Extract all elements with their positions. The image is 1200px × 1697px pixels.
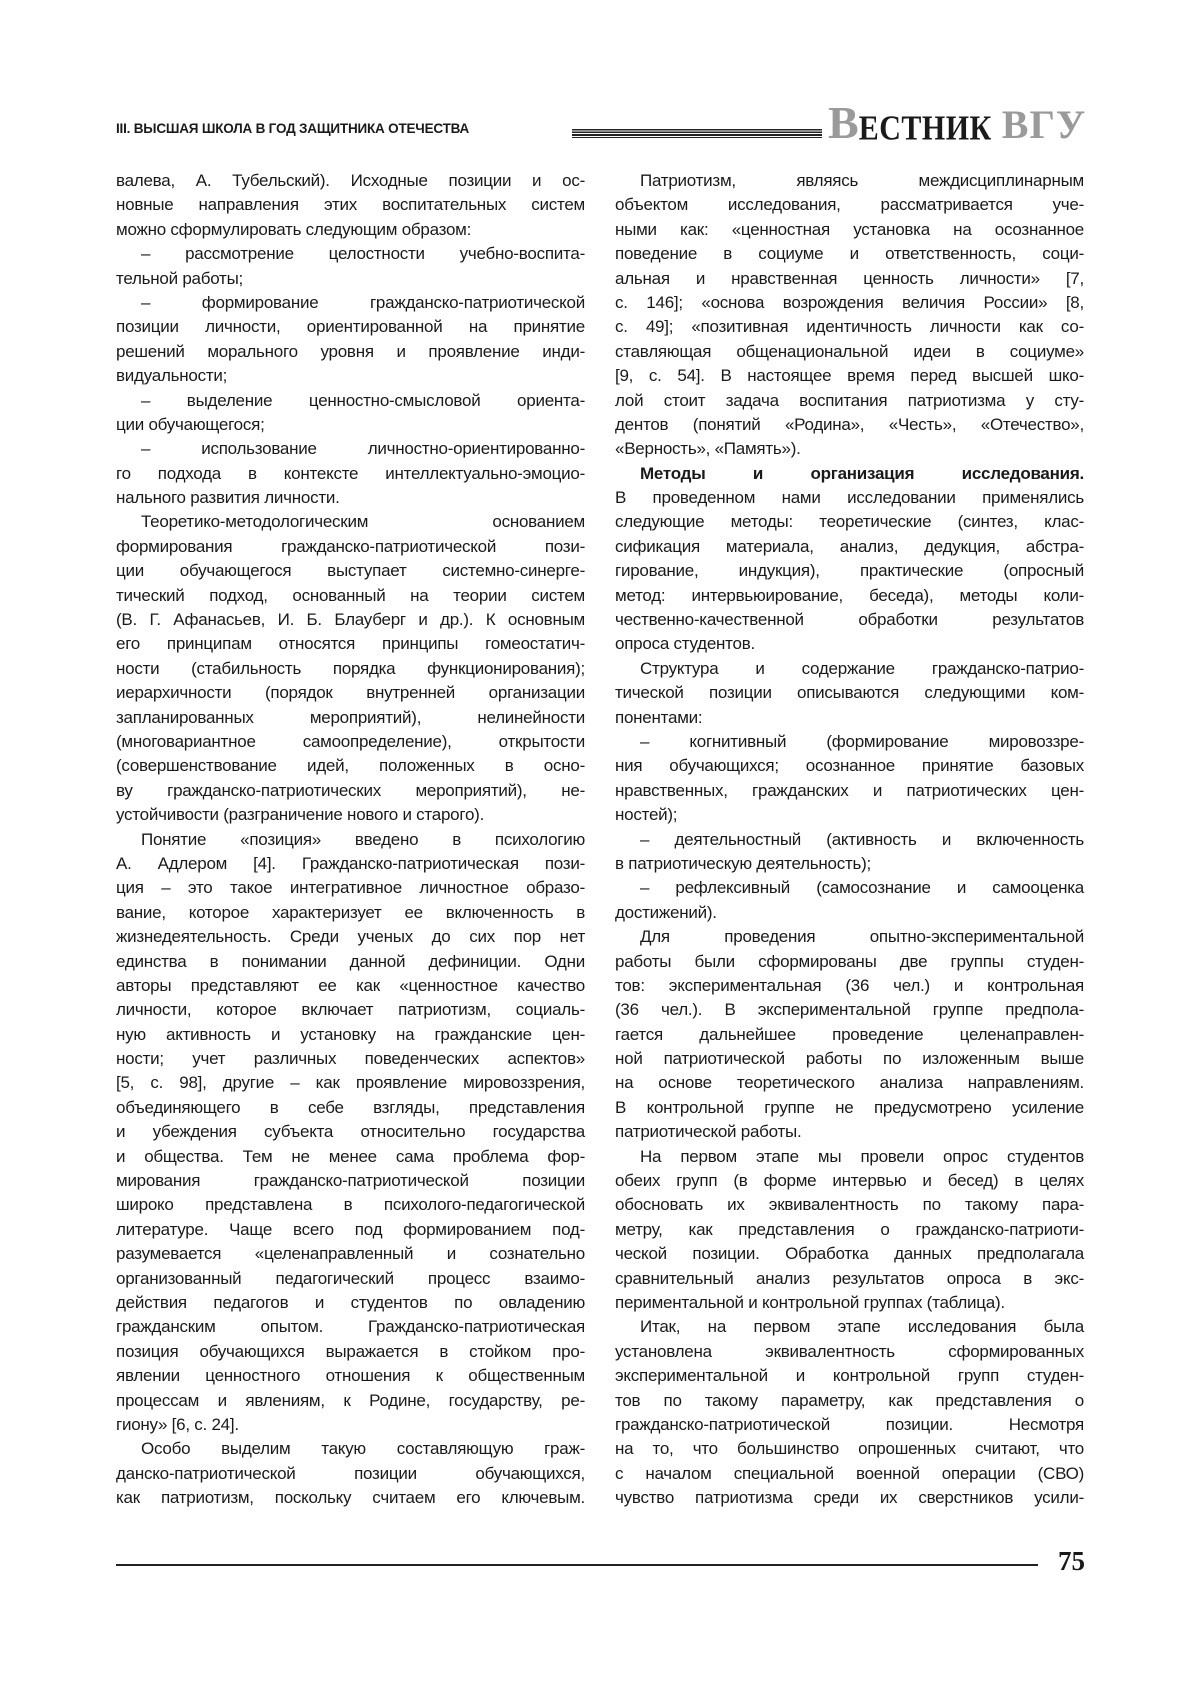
text-line: ную активность и установку на гражданские цен-	[116, 1024, 585, 1044]
text-line: литературе. Чаще всего под формированием под-	[116, 1219, 585, 1239]
text-line: объединяющего в себе взгляды, представления	[116, 1097, 585, 1117]
text-line: ности (стабильность порядка функционирования);	[116, 658, 585, 678]
text-line: Итак, на первом этапе исследования была	[640, 1317, 1084, 1337]
text-line: патриотической работы.	[615, 1122, 802, 1142]
text-line: – выделение ценностно-смысловой ориента-	[141, 390, 585, 410]
text-line: тов по такому параметру, как представления о	[615, 1390, 1084, 1410]
paragraph	[615, 657, 1084, 730]
text-line: жизнедеятельность. Среди ученых до сих пор нет	[116, 927, 585, 947]
text-line: запланированных мероприятий), нелинейности	[116, 707, 585, 727]
text-line: ческой позиции. Обработка данных предполагала	[615, 1244, 1084, 1264]
text-line: гражданским опытом. Гражданско-патриотическая	[116, 1317, 585, 1337]
text-line: чувство патриотизма среди их сверстников усили-	[615, 1488, 1084, 1508]
text-line: установлена эквивалентность сформированных	[615, 1341, 1084, 1361]
text-line: гирование, индукция), практические (опросный	[615, 561, 1084, 581]
paragraph	[615, 169, 1084, 462]
paragraph	[116, 242, 585, 291]
text-line: ния обучающихся; осознанное принятие базовых	[615, 756, 1084, 776]
text-line: метру, как представления о гражданско-патриоти-	[615, 1219, 1084, 1239]
text-line: на то, что большинство опрошенных считают, что	[615, 1439, 1084, 1459]
text-line: ностей);	[615, 805, 678, 825]
text-line: тической позиции описываются следующими ком-	[615, 683, 1084, 703]
text-line: Для проведения опытно-экспериментальной	[640, 927, 1084, 947]
text-line: явлении ценностного отношения к общественным	[116, 1366, 585, 1386]
text-line: лой стоит задача воспитания патриотизма у сту-	[615, 390, 1084, 410]
text-line: мирования гражданско-патриотической позиции	[116, 1171, 585, 1191]
text-line: сравнительный анализ результатов опроса в экс-	[615, 1268, 1084, 1288]
text-line: Теоретико-методологическим основанием	[141, 512, 585, 532]
text-line: Структура и содержание гражданско-патрио-	[640, 658, 1084, 678]
text-line: валева, А. Тубельский). Исходные позиции и ос-	[116, 171, 585, 190]
text-line: широко представлена в психолого-педагогической	[116, 1195, 585, 1215]
text-line: (совершенствование идей, положенных в осно-	[116, 756, 585, 776]
text-line: вание, которое характеризует ее включенность в	[116, 902, 585, 922]
text-line: авторы представляют ее как «ценностное качество	[116, 975, 585, 995]
text-line: – рассмотрение целостности учебно-воспита-	[141, 244, 585, 264]
text-line: ции обучающегося выступает системно-синерге-	[116, 561, 585, 581]
section-heading: Методы и организация исследования.	[640, 463, 1084, 483]
text-line: личности, которое включает патриотизм, социаль-	[116, 1000, 585, 1020]
paragraph	[615, 1145, 1084, 1316]
text-line: с. 49]; «позитивная идентичность личности как со-	[615, 317, 1084, 337]
text-line: достижений).	[615, 902, 717, 922]
text-line: [9, с. 54]. В настоящее время перед высшей шко-	[615, 366, 1084, 386]
text-line: единства в понимании данной дефиниции. Одни	[116, 951, 585, 971]
text-line: В проведенном нами исследовании применялись	[615, 488, 1084, 508]
text-line: ставляющая общенациональной идеи в социуме»	[615, 341, 1084, 361]
text-line: с. 146]; «основа возрождения величия России» [8,	[615, 292, 1084, 312]
text-line: сификация материала, анализ, дедукция, абстра-	[615, 536, 1084, 556]
page-number: 75	[1058, 1546, 1085, 1576]
text-column-right	[615, 169, 1084, 1510]
text-line: Понятие «позиция» введено в психологию	[141, 829, 585, 849]
text-line: ности; учет различных поведенческих аспектов»	[116, 1049, 585, 1069]
text-line: В контрольной группе не предусмотрено усиление	[615, 1097, 1084, 1117]
paragraph	[116, 828, 585, 1438]
text-line: новные направления этих воспитательных систем	[116, 195, 585, 215]
text-line: экспериментальной и контрольной групп студен-	[615, 1366, 1084, 1386]
text-line: с началом специальной военной операции (СВО)	[615, 1463, 1084, 1483]
text-line: периментальной и контрольной группах (таблица).	[615, 1292, 1005, 1312]
text-line: тельной работы;	[116, 268, 244, 288]
paragraph	[116, 169, 585, 242]
paragraph	[615, 828, 1084, 877]
text-line: следующие методы: теоретические (синтез, клас-	[615, 512, 1084, 532]
text-line: действия педагогов и студентов по овладению	[116, 1292, 585, 1312]
text-line: понентами:	[615, 707, 703, 727]
text-line: в патриотическую деятельность);	[615, 853, 872, 873]
header-rule	[572, 129, 822, 138]
text-line: гражданско-патриотической позиции. Несмотря	[615, 1414, 1084, 1434]
text-line: (36 чел.). В экспериментальной группе предпола-	[615, 1000, 1084, 1020]
text-line: данско-патриотической позиции обучающихся,	[116, 1463, 585, 1483]
text-line: работы были сформированы две группы студен-	[615, 951, 1084, 971]
text-line: опроса студентов.	[615, 634, 755, 654]
text-line: ции обучающегося;	[116, 414, 265, 434]
text-line: решений морального уровня и проявление инди-	[116, 341, 585, 361]
paragraph	[615, 1315, 1084, 1510]
text-line: формирования гражданско-патриотической пози-	[116, 536, 585, 556]
text-line: дентов (понятий «Родина», «Честь», «Отечество»,	[615, 414, 1084, 434]
text-line: Особо выделим такую составляющую граж-	[141, 1439, 585, 1459]
text-line: обосновать их эквивалентность по такому пара-	[615, 1195, 1084, 1215]
text-line: альная и нравственная ценность личности» [7,	[615, 268, 1084, 288]
footer-rule	[116, 1564, 1038, 1566]
paragraph	[116, 510, 585, 827]
paragraph	[615, 730, 1084, 828]
text-line: – формирование гражданско-патриотической	[141, 292, 585, 312]
paragraph	[116, 389, 585, 438]
text-line: на основе теоретического анализа направлениям.	[615, 1073, 1084, 1093]
text-line: видуальности;	[116, 366, 228, 386]
text-line: ву гражданско-патриотических мероприятий), не-	[116, 780, 585, 800]
text-line: (многовариантное самоопределение), открытости	[116, 731, 585, 751]
text-line: его принципам относятся принципы гомеостатич-	[116, 634, 585, 654]
text-line: гается дальнейшее проведение целенаправлен-	[615, 1024, 1084, 1044]
text-line: – когнитивный (формирование мировоззре-	[640, 731, 1084, 751]
text-line: нравственных, гражданских и патриотических цен-	[615, 780, 1084, 800]
text-line: «Верность», «Память»).	[615, 439, 801, 459]
paragraph	[116, 437, 585, 510]
text-line: устойчивости (разграничение нового и старого).	[116, 805, 485, 825]
text-line: го подхода в контексте интеллектуально-эмоцио-	[116, 463, 585, 483]
paragraph	[116, 291, 585, 389]
text-line: (В. Г. Афанасьев, И. Б. Блауберг и др.). К основным	[116, 610, 585, 630]
text-line: – использование личностно-ориентированно-	[141, 439, 585, 459]
text-line: А. Адлером [4]. Гражданско-патриотическая пози-	[116, 853, 585, 873]
paragraph	[615, 462, 1084, 657]
text-line: обеих групп (в форме интервью и бесед) в целях	[615, 1171, 1084, 1191]
running-header-section: III. ВЫСШАЯ ШКОЛА В ГОД ЗАЩИТНИКА ОТЕЧЕСТВА	[116, 121, 470, 136]
text-line: позиции личности, ориентированной на принятие	[116, 317, 585, 337]
text-line: ными как: «ценностная установка на осознанное	[615, 219, 1084, 239]
text-line: объектом исследования, рассматривается уче-	[615, 195, 1084, 215]
text-column-left	[116, 169, 585, 1510]
text-line: тов: экспериментальная (36 чел.) и контрольная	[615, 975, 1084, 995]
paragraph	[615, 925, 1084, 1145]
text-line: разумевается «целенаправленный и сознательно	[116, 1244, 585, 1264]
text-line: чественно-качественной обработки результатов	[615, 610, 1084, 630]
text-line: можно сформулировать следующим образом:	[116, 219, 472, 239]
paragraph	[116, 1437, 585, 1510]
journal-logo: ВЕСТНИК ВГУ	[828, 97, 1087, 148]
text-line: и убеждения субъекта относительно государства	[116, 1122, 585, 1142]
text-line: На первом этапе мы провели опрос студентов	[640, 1146, 1084, 1166]
text-line: – рефлексивный (самосознание и самооценка	[640, 878, 1084, 898]
text-line: ной патриотической работы по изложенным выше	[615, 1049, 1084, 1069]
text-line: – деятельностный (активность и включенность	[640, 829, 1084, 849]
text-line: как патриотизм, поскольку считаем его ключевым.	[116, 1488, 585, 1508]
text-line: тический подход, основанный на теории систем	[116, 585, 585, 605]
text-line: процессам и явлениям, к Родине, государству, ре-	[116, 1390, 585, 1410]
text-line: и общества. Тем не менее сама проблема фор-	[116, 1146, 585, 1166]
text-line: ция – это такое интегративное личностное образо-	[116, 878, 585, 898]
text-line: метод: интервьюирование, беседа), методы коли-	[615, 585, 1084, 605]
text-line: организованный педагогический процесс взаимо-	[116, 1268, 585, 1288]
text-line: гиону» [6, с. 24].	[116, 1414, 239, 1434]
text-line: [5, с. 98], другие – как проявление мировоззрения,	[116, 1073, 585, 1093]
text-line: Патриотизм, являясь междисциплинарным	[640, 171, 1084, 190]
text-line: нального развития личности.	[116, 488, 340, 508]
text-line: иерархичности (порядок внутренней организации	[116, 683, 585, 703]
text-line: поведение в социуме и ответственность, соци-	[615, 244, 1084, 264]
paragraph	[615, 876, 1084, 925]
text-line: позиция обучающихся выражается в стойком про-	[116, 1341, 585, 1361]
